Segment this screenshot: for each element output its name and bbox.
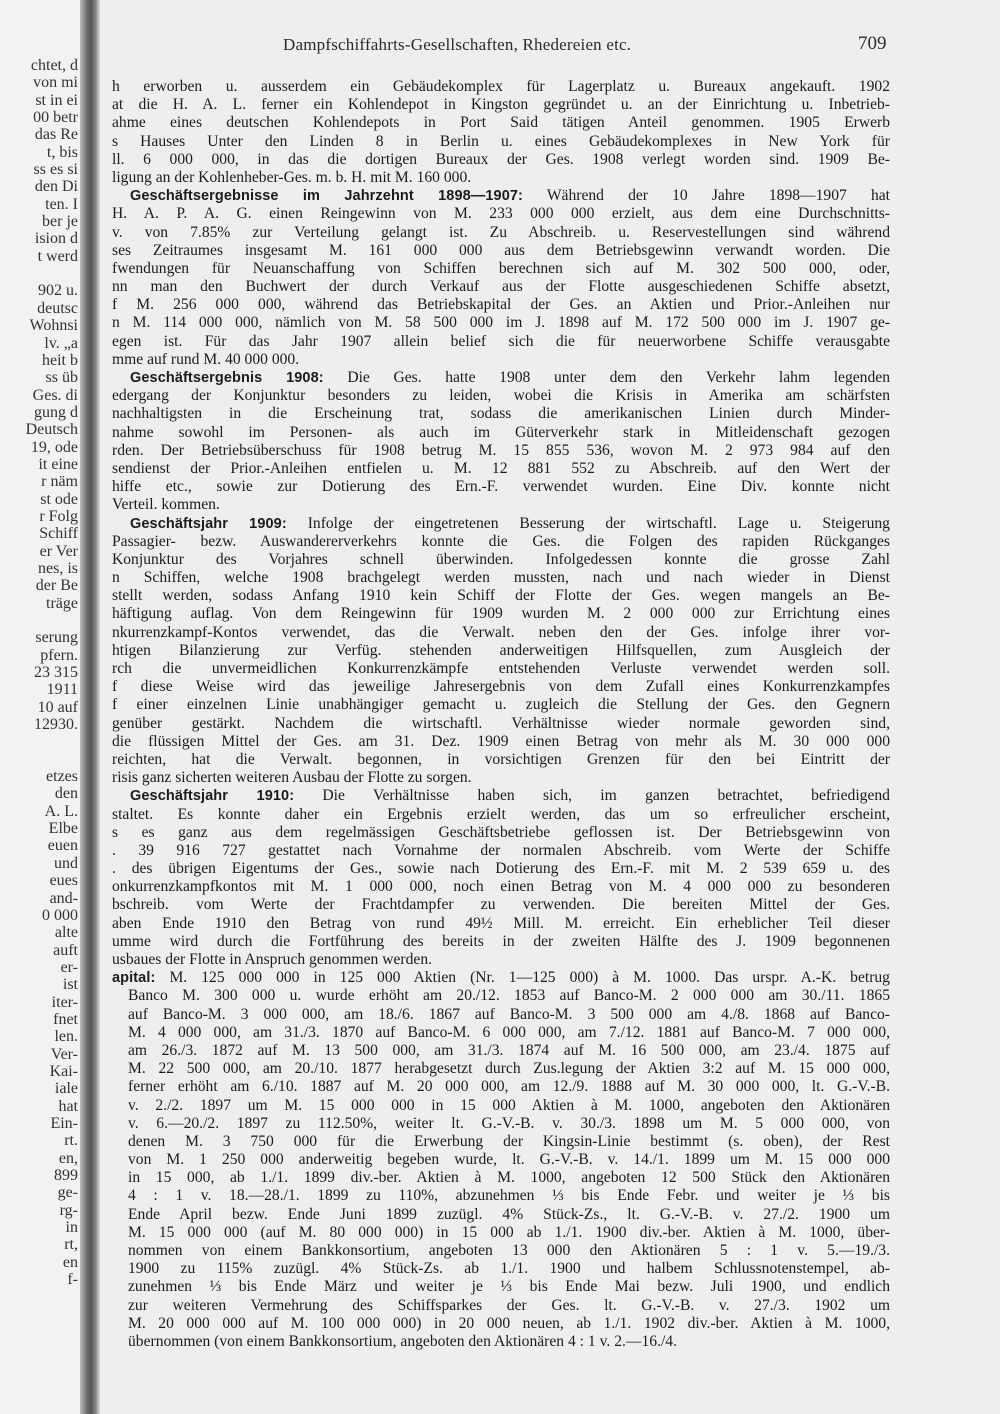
line-text: fwendungen für Neuanschaffung von Schiffen berechnen sich auf M. 302 500 000, oder, xyxy=(112,259,890,277)
text-line xyxy=(112,605,890,623)
text-line xyxy=(112,933,890,951)
line-text: nn man den Buchwert der durch Verkauf aus der Flotte ausgeschiedenen Schiffe absetzt, xyxy=(112,278,890,296)
text-line xyxy=(112,642,890,660)
line-text: H. A. P. A. G. einen Reingewinn von M. 233 000 000 erzielt, aus dem eine Durchschnitts- xyxy=(112,205,890,223)
facing-page-line: ss es si xyxy=(33,161,78,179)
text-line xyxy=(112,660,890,678)
facing-page-line: ist xyxy=(62,976,78,994)
facing-page-line: en xyxy=(62,1253,78,1271)
text-line xyxy=(112,951,890,969)
body-text xyxy=(112,78,890,1351)
facing-page-line xyxy=(0,733,78,750)
text-line xyxy=(112,496,890,514)
line-text: ligung an der Kohlenheber-Ges. m. b. H. mit M. 160 000. xyxy=(112,168,472,186)
text-line xyxy=(112,842,890,860)
facing-page-line: Ges. di xyxy=(32,386,78,404)
facing-page-line: t, bis xyxy=(46,143,78,161)
line-text: nommen von einem Bankkonsortium, angeboten 13 000 den Aktionären 5 : 1 v. 5.—19./3. xyxy=(128,1242,890,1259)
facing-page-line: träge xyxy=(46,594,78,612)
facing-page-line: f- xyxy=(67,1271,78,1289)
facing-page-line: 899 xyxy=(54,1167,78,1184)
text-line xyxy=(112,369,890,387)
text-line xyxy=(112,878,890,896)
text-line xyxy=(112,114,890,132)
facing-page-line: len. xyxy=(54,1028,78,1046)
line-text: v. von 7.85% zur Verteilung gelangt ist. Zu Abschreib. u. Reservestellungen sind während xyxy=(112,223,890,241)
facing-page-line: heit b xyxy=(42,351,78,369)
paragraph-heading: Geschäftsergebnisse im Jahrzehnt 1898—1907: xyxy=(130,188,523,205)
page-number: 709 xyxy=(858,33,887,54)
facing-page-line: and- xyxy=(49,889,78,907)
line-text: Konjunktur des Vorjahres schnell überwinden. Infolgedessen konnte die grosse Zahl xyxy=(112,550,890,568)
line-text: at die H. A. L. ferner ein Kohlendepot in Kingston gegründet u. an der Einrichtung u. Inbetrieb- xyxy=(112,96,890,114)
facing-page-line: 19, ode xyxy=(30,438,78,456)
line-text: häftigung auflag. Von dem Reingewinn für 1909 wurden M. 2 000 000 zur Errichtung eines xyxy=(112,605,890,623)
text-line xyxy=(112,624,890,642)
paragraph-heading: Geschäftsergebnis 1908: xyxy=(130,370,324,386)
facing-page-line: 902 u. xyxy=(38,282,78,300)
facing-page-line: nes, is xyxy=(38,559,78,577)
line-text: mme auf rund M. 40 000 000. xyxy=(112,350,300,368)
text-line xyxy=(112,1060,890,1078)
text-line xyxy=(112,1260,890,1278)
facing-page-line: den xyxy=(54,785,78,803)
facing-page-line: ss üb xyxy=(45,369,78,387)
line-text: f M. 256 000 000, während das Betriebskapital der Ges. an Aktien und Prior.-Anleihen nur xyxy=(112,296,890,314)
text-line xyxy=(112,1078,890,1096)
line-text: umme wird durch die Fortführung des bereits in der zweiten Hälfte des J. 1909 begonnenen xyxy=(112,932,890,950)
line-text: n Schiffen, welche 1908 brachgelegt werden mussten, nach und nach wieder in Dienst xyxy=(112,569,890,587)
facing-page-line: lv. „a xyxy=(44,334,78,352)
text-line xyxy=(112,515,890,533)
text-line xyxy=(112,915,890,933)
text-line xyxy=(112,787,890,805)
facing-page-line: er Ver xyxy=(39,542,78,560)
text-line xyxy=(112,1024,890,1042)
text-line xyxy=(112,278,890,296)
facing-page-line: den Di xyxy=(34,178,78,196)
line-text: in 15 000, ab 1./1. 1899 div.-ber. Aktien à M. 1000, angeboten 12 500 Stück den Aktionären xyxy=(128,1169,890,1187)
text-line xyxy=(112,1006,890,1024)
text-line xyxy=(112,151,890,169)
facing-page-line xyxy=(0,751,78,768)
paragraph xyxy=(112,787,890,969)
line-text: M. 125 000 000 in 125 000 Aktien (Nr. 1—125 000) à M. 1000. Das urspr. A.-K. betrug xyxy=(169,969,890,987)
text-line xyxy=(112,1315,890,1333)
line-text: die flüssigen Mittel der Ges. am 31. Dez. 1909 einen Betrag von mehr als M. 30 000 000 xyxy=(112,732,890,750)
text-line xyxy=(112,424,890,442)
facing-page-line: chtet, d xyxy=(30,57,78,74)
line-text: Infolge der eingetretenen Besserung der wirtschaftl. Lage u. Steigerung xyxy=(307,514,890,532)
facing-page-line: Kai- xyxy=(49,1062,78,1080)
line-text: Während der 10 Jahre 1898—1907 hat xyxy=(546,187,890,205)
text-line xyxy=(112,187,890,205)
text-line xyxy=(112,733,890,751)
facing-page-line: Elbe xyxy=(48,820,78,838)
line-text: s es ganz aus dem regelmässigen Geschäftsbetriebe geflossen ist. Der Betriebsgewinn von xyxy=(112,823,890,841)
facing-page-line: hat xyxy=(58,1097,78,1115)
facing-page-line: t werd xyxy=(37,247,78,265)
line-text: Die Verhältnisse haben sich, im ganzen betrachtet, befriedigend xyxy=(322,787,890,805)
facing-page-line: serung xyxy=(35,629,78,647)
text-line xyxy=(112,314,890,332)
facing-page-line: ten. I xyxy=(45,195,78,213)
facing-page-line: in xyxy=(65,1219,78,1237)
facing-page-line: ision d xyxy=(34,230,78,248)
text-line xyxy=(112,296,890,314)
line-text: rch die unvermeidlichen Konkurrenzkämpfe entstehenden Verluste verwendet werden soll. xyxy=(112,660,890,677)
text-line xyxy=(112,678,890,696)
text-line xyxy=(112,1151,890,1169)
facing-page-line: etzes xyxy=(46,768,78,786)
facing-page-fragment xyxy=(0,0,80,1414)
line-text: edergang der Konjunktur besonders zu leiden, wobei die Krisis in Amerika am schärfsten xyxy=(112,387,890,405)
facing-page-line: r Folg xyxy=(39,507,78,525)
paragraph xyxy=(112,78,890,187)
line-text: Passagier- bezw. Auswandererverkehrs konnte die Ges. die Folgen des rapiden Rückganges xyxy=(112,532,890,550)
line-text: bschreib. vom Werte der Frachtdampfer zu verwenden. Die bereiten Mittel der Ges. xyxy=(112,896,890,914)
text-line xyxy=(112,806,890,824)
text-line xyxy=(112,1187,890,1205)
text-line xyxy=(112,242,890,260)
text-line xyxy=(112,133,890,151)
line-text: von M. 1 250 000 anderweitig begeben wurde, lt. G.-V.-B. v. 14./1. 1899 um M. 15 000 000 xyxy=(128,1151,890,1169)
line-text: h erworben u. ausserdem ein Gebäudekomplex für Lagerplatz u. Bureaux angekauft. 1902 xyxy=(112,78,890,95)
facing-page-line: Wohnsi xyxy=(29,317,78,335)
facing-page-line: ge- xyxy=(57,1184,78,1202)
line-text: f diese Weise wird das jeweilige Jahresergebnis von dem Zufall eines Konkurrenzkampfes xyxy=(112,678,890,696)
text-line xyxy=(112,1133,890,1151)
text-line xyxy=(112,696,890,714)
text-line xyxy=(112,460,890,478)
line-text: 1900 zu 115% zuzügl. 4% Stück-Zs. ab 1./1. 1900 und halbem Schlussnotenstempel, ab- xyxy=(128,1260,890,1278)
line-text: hiffe etc., sowie zur Dotierung des Ern.-F. verwendet wurden. Eine Div. konnte nicht xyxy=(112,478,890,496)
text-line xyxy=(112,1333,890,1351)
line-text: f einer einzelnen Linie unabhängiger gemacht u. zugleich die Stellung der Ges. den Gegnern xyxy=(112,696,890,714)
text-line xyxy=(112,1097,890,1115)
text-line xyxy=(112,387,890,405)
line-text: ahme eines deutschen Kohlendepots in Port Said tätigen Anteil genommen. 1905 Erwerb xyxy=(112,114,890,132)
facing-page-line: alte xyxy=(54,924,78,942)
line-text: nkurrenzkampf-Kontos verwendet, das die Verwalt. neben den der Ges. infolge ihrer vor- xyxy=(112,623,890,641)
facing-page-line: st ode xyxy=(40,490,78,508)
facing-page-line: gung d xyxy=(34,403,78,421)
text-line xyxy=(112,78,890,96)
text-line xyxy=(112,1224,890,1242)
text-line xyxy=(112,715,890,733)
text-line xyxy=(112,260,890,278)
facing-page-line: 0 000 xyxy=(42,906,78,924)
line-text: M. 22 500 000, am 20./10. 1877 herabgesetzt durch Zus.legung der Aktien 3:2 auf M. 15 000 000, xyxy=(128,1060,890,1078)
text-line xyxy=(112,1278,890,1296)
line-text: stellt werden, sodass Anfang 1910 kein Schiff der Flotte der Ges. wegen mangels an Be- xyxy=(112,587,890,605)
line-text: am 26./3. 1872 auf M. 13 500 000, am 31./3. 1874 auf M. 16 500 000, am 23./4. 1875 auf xyxy=(128,1041,890,1059)
line-text: htigen Bilanzierung zur Verfüg. stehenden anderweitigen Hilfsquellen, zum Ausgleich der xyxy=(112,641,890,659)
facing-page-line: r näm xyxy=(41,473,78,491)
line-text: . 39 916 727 gestattet nach Vornahme der normalen Abschreib. vom Werte der Schiffe xyxy=(112,841,890,859)
facing-page-line: Ein- xyxy=(50,1114,78,1132)
text-line xyxy=(112,169,890,187)
text-line xyxy=(112,551,890,569)
line-text: egen ist. Für das Jahr 1907 allein belief sich die für neuerworbene Schiffe verausgabte xyxy=(112,332,890,350)
text-line xyxy=(112,896,890,914)
line-text: zur weiteren Vermehrung des Schiffsparkes der Ges. lt. G.-V.-B. v. 27./3. 1902 um xyxy=(128,1296,890,1314)
line-text: ferner erhöht am 6./10. 1887 auf M. 20 000 000, am 12./9. 1888 auf M. 30 000 000, lt. G.-V.-B. xyxy=(128,1078,890,1096)
line-text: ll. 6 000 000, in das die dortigen Bureaux der Ges. 1908 verlegt worden sind. 1909 Be- xyxy=(112,150,890,168)
facing-page-line: en, xyxy=(58,1149,78,1167)
line-text: Banco M. 300 000 u. wurde erhöht am 20./12. 1853 auf Banco-M. 2 000 000 am 30./11. 1865 xyxy=(128,987,890,1005)
line-text: n M. 114 000 000, nämlich von M. 58 500 000 im J. 1898 auf M. 172 500 000 im J. 1907 ge- xyxy=(112,314,890,332)
facing-page-line: das Re xyxy=(34,126,78,144)
facing-page-line: von mi xyxy=(33,74,78,92)
text-line xyxy=(112,405,890,423)
line-text: genüber gestärkt. Nachdem die wirtschaftl. Verhältnisse wieder normale geworden sind, xyxy=(112,714,890,732)
line-text: zunehmen ⅓ bis Ende März und weiter je ⅓ bis Ende Mai bezw. Juli 1900, und endlich xyxy=(128,1278,890,1296)
line-text: übernommen (von einem Bankkonsortium, angeboten den Aktionären 4 : 1 v. 2.—16./4. xyxy=(128,1332,678,1350)
text-line xyxy=(112,333,890,351)
line-text: sendienst der Prior.-Anleihen entfielen u. M. 12 881 552 zu Abschreib. auf den Wert der xyxy=(112,459,890,477)
text-line xyxy=(112,533,890,551)
line-text: M. 4 000 000, am 31./3. 1870 auf Banco-M. 6 000 000, am 7./12. 1881 auf Banco-M. 7 000 000, xyxy=(128,1023,890,1041)
text-line xyxy=(112,1206,890,1224)
line-text: 4 : 1 v. 18.—28./1. 1899 zu 110%, abzunehmen ⅓ bis Ende Febr. und weiter je ⅓ bis xyxy=(128,1187,890,1205)
text-line xyxy=(112,1169,890,1187)
facing-page-line: 1911 xyxy=(46,681,78,699)
text-line xyxy=(112,987,890,1005)
paragraph xyxy=(112,369,890,515)
line-text: reichten, hat die Verwalt. begonnen, in vorsichtigen Grenzen für den bei Eintritt der xyxy=(112,750,890,768)
facing-page-line xyxy=(0,265,78,282)
facing-page-line: eues xyxy=(49,872,78,890)
line-text: rden. Der Betriebsüberschuss für 1908 betrug M. 15 855 536, wovon M. 2 973 984 auf den xyxy=(112,441,890,459)
text-line xyxy=(112,751,890,769)
facing-page-line: rg- xyxy=(59,1201,78,1219)
text-line xyxy=(112,1242,890,1260)
line-text: Ende April bezw. Ende Juni 1899 zuzügl. 4% Stück-Zs., lt. G.-V.-B. v. 27./2. 1900 um xyxy=(128,1205,890,1223)
paragraph xyxy=(112,187,890,369)
line-text: M. 20 000 000 auf M. 100 000 000) in 20 000 neuen, ab 1./1. 1902 div.-ber. Aktien à M. 1000, xyxy=(128,1314,890,1332)
book-gutter-shadow xyxy=(80,0,100,1414)
paragraph-heading: Geschäftsjahr 1910: xyxy=(130,788,295,805)
text-line xyxy=(112,478,890,496)
text-line xyxy=(112,860,890,878)
facing-page-line: der Be xyxy=(35,577,78,595)
line-text: Verteil. kommen. xyxy=(112,496,220,514)
facing-page-line xyxy=(0,612,78,629)
line-text: v. 2./2. 1897 um M. 15 000 000 in 15 000 Aktien à M. 1000, angeboten den Aktionären xyxy=(128,1096,890,1114)
paragraph-heading: Geschäftsjahr 1909: xyxy=(130,515,287,532)
facing-page-line: pfern. xyxy=(40,646,78,664)
paragraph-heading: apital: xyxy=(112,970,156,987)
line-text: staltet. Es konnte daher ein Ergebnis erzielt werden, das um so erfreulicher erscheint, xyxy=(112,805,890,823)
facing-page-line: A. L. xyxy=(44,802,78,820)
line-text: nachhaltigsten in die Erscheinung trat, sodass die amerikanischen Linien durch Minder- xyxy=(112,405,890,423)
text-line xyxy=(112,824,890,842)
facing-page-line: Deutsch xyxy=(25,421,78,439)
line-text: Die Ges. hatte 1908 unter dem den Verkehr lahm legenden xyxy=(347,369,890,386)
line-text: usbaues der Flotte in Anspruch genommen werden. xyxy=(112,951,433,968)
facing-page-line: euen xyxy=(47,837,78,855)
text-line xyxy=(112,769,890,787)
facing-page-line: iale xyxy=(54,1080,78,1098)
facing-page-line: 12930. xyxy=(34,716,78,734)
text-line xyxy=(112,969,890,987)
text-line xyxy=(112,351,890,369)
facing-page-line: fnet xyxy=(53,1010,78,1028)
facing-page-line: iter- xyxy=(51,993,78,1011)
facing-page-line: 10 auf xyxy=(37,698,78,716)
facing-page-line: it eine xyxy=(38,455,78,473)
facing-page-line: Ver- xyxy=(50,1045,78,1063)
text-line xyxy=(112,442,890,460)
line-text: . des übrigen Eigentums der Ges., sowie nach Dotierung des Ern.-F. mit M. 2 539 659 u. des xyxy=(112,860,890,878)
facing-page-line: er- xyxy=(60,958,78,976)
line-text: v. 6.—20./2. 1897 zu 112.50%, weiter lt. G.-V.-B. v. 30./3. 1898 um M. 5 000 000, von xyxy=(128,1114,890,1132)
facing-page-line: st in ei xyxy=(35,91,78,109)
line-text: nahme sowohl im Personen- als auch im Güterverkehr stark in Mitleidenschaft gezogen xyxy=(112,423,890,441)
facing-page-line: und xyxy=(54,854,78,872)
facing-page-line: ber je xyxy=(42,213,78,231)
line-text: ses Zeitraumes insgesamt M. 161 000 000 aus dem Betriebsgewinn verwandt worden. Die xyxy=(112,241,890,259)
paragraph xyxy=(112,515,890,788)
kapital-paragraph xyxy=(112,969,890,1351)
line-text: risis ganz sicherten weiteren Ausbau der Flotte zu sorgen. xyxy=(112,769,472,787)
facing-page-text xyxy=(0,57,78,1288)
text-line xyxy=(112,96,890,114)
line-text: auf Banco-M. 3 000 000, am 18./6. 1867 auf Banco-M. 3 500 000 am 4./8. 1868 auf Banco- xyxy=(128,1005,890,1023)
running-title: Dampfschiffahrts-Gesellschaften, Rhedereien etc. xyxy=(283,35,632,54)
line-text: M. 15 000 000 (auf M. 80 000 000) in 15 000 ab 1./1. 1900 div.-ber. Aktien à M. 1000, über- xyxy=(128,1223,890,1241)
text-line xyxy=(112,1115,890,1133)
line-text: aben Ende 1910 den Betrag von rund 49½ Mill. M. erreicht. Ein erheblicher Teil dieser xyxy=(112,914,890,932)
facing-page-line: deutsc xyxy=(37,299,78,317)
line-text: onkurrenzkampfkontos mit M. 1 000 000, noch einen Betrag von M. 4 000 000 zu besonderen xyxy=(112,878,890,896)
text-line xyxy=(112,205,890,223)
text-line xyxy=(112,224,890,242)
line-text: s Hauses Unter den Linden 8 in Berlin u. eines Gebäudekomplexes in New York für xyxy=(112,132,890,150)
facing-page-line: Schiff xyxy=(39,525,78,543)
document-page xyxy=(100,0,1000,1414)
facing-page-line: rt, xyxy=(64,1236,78,1254)
facing-page-line: rt. xyxy=(64,1132,78,1150)
text-line xyxy=(112,569,890,587)
facing-page-line: 00 betr xyxy=(33,109,78,127)
facing-page-line: 23 315 xyxy=(34,664,78,682)
line-text: denen M. 3 750 000 für die Erwerbung der Kingsin-Linie bestimmt (s. oben), der Rest xyxy=(128,1132,890,1150)
text-line xyxy=(112,1297,890,1315)
text-line xyxy=(112,587,890,605)
facing-page-line: auft xyxy=(53,941,78,959)
text-line xyxy=(112,1042,890,1060)
